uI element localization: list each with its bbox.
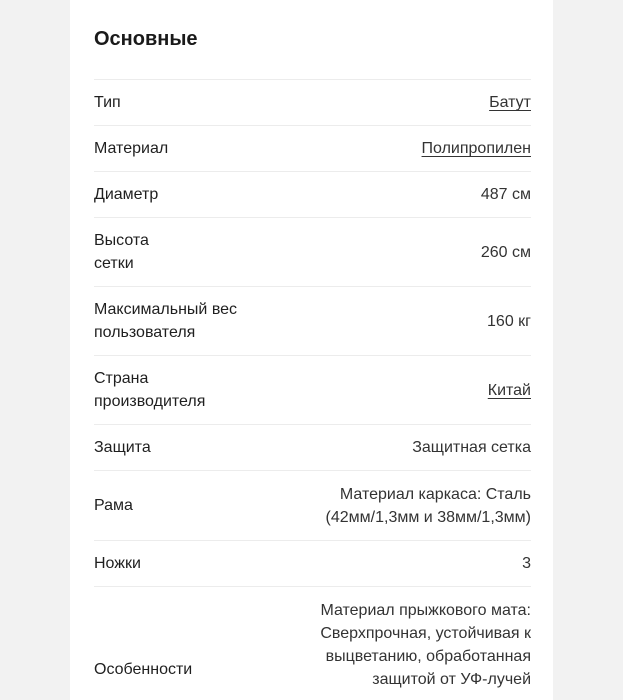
spec-row-features — [94, 586, 531, 700]
specs-card — [70, 0, 553, 700]
spec-value: 160 кг — [487, 312, 531, 330]
spec-value-link[interactable]: Китай — [487, 381, 531, 399]
spec-row-net-height — [94, 217, 531, 286]
spec-label: Защита — [94, 439, 151, 456]
section-title: Основные — [94, 28, 198, 50]
spec-label: Максимальный вес пользователя — [94, 301, 238, 341]
spec-label: Высота сетки — [94, 232, 149, 272]
spec-value: Материал прыжкового мата: Сверхпрочная, устойчивая к выцветанию, обработанная защитой от УФ-лучей — [320, 602, 531, 688]
spec-value: Материал каркаса: Сталь (42мм/1,3мм и 38мм/1,3мм) — [325, 485, 531, 526]
specs-list — [94, 79, 531, 700]
spec-row-max-weight — [94, 286, 531, 355]
spec-row-frame — [94, 470, 531, 540]
spec-row-material — [94, 125, 531, 171]
spec-row-legs — [94, 540, 531, 586]
spec-row-country — [94, 355, 531, 424]
spec-label: Диаметр — [94, 186, 159, 203]
spec-value-link[interactable]: Батут — [489, 94, 531, 111]
spec-row-diameter — [94, 171, 531, 217]
spec-value: 3 — [522, 555, 531, 572]
spec-label: Особенности — [94, 661, 193, 678]
spec-label: Страна производителя — [94, 370, 206, 410]
spec-row-type — [94, 79, 531, 125]
spec-value: Защитная сетка — [412, 439, 531, 456]
spec-label: Рама — [94, 497, 133, 514]
spec-value: 487 см — [480, 186, 531, 203]
spec-row-protection — [94, 424, 531, 470]
spec-label: Материал — [94, 140, 169, 157]
spec-label: Тип — [94, 94, 121, 111]
spec-value-link[interactable]: Полипропилен — [421, 140, 531, 157]
spec-label: Ножки — [94, 555, 141, 572]
spec-value: 260 см — [480, 243, 531, 261]
